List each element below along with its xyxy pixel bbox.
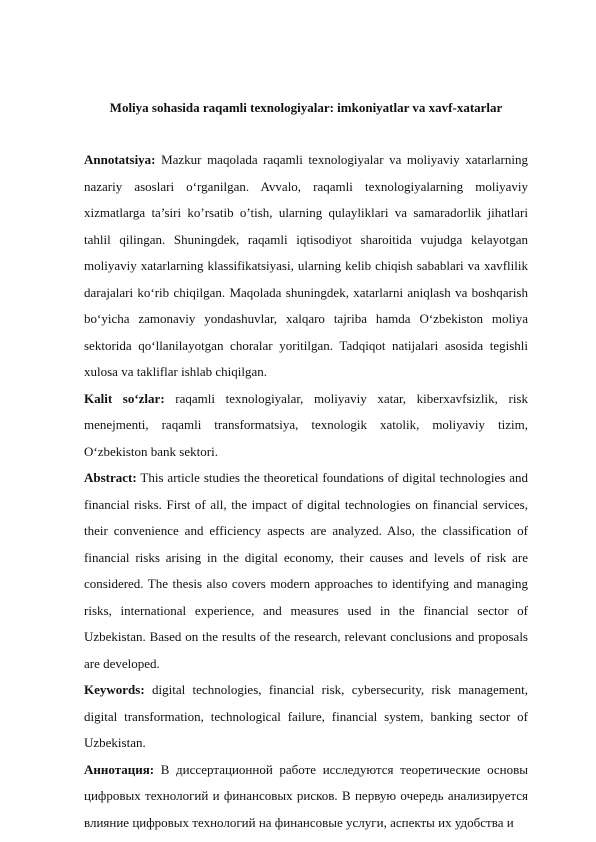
keywords-uz-paragraph	[84, 386, 528, 466]
document-title: Moliya sohasida raqamli texnologiyalar: imkoniyatlar va xavf-xatarlar	[109, 100, 503, 115]
keywords-en-text: digital technologies, financial risk, cybersecurity, risk management, digital transformation, technological failure, financial system, banking sector of Uzbekistan.	[84, 682, 528, 750]
keywords-uz-text: raqamli texnologiyalar, moliyaviy xatar, kiberxavfsizlik, risk menejmenti, raqamli transformatsiya, texnologik xatolik, moliyaviy tizim, O‘zbekiston bank sektori.	[84, 390, 528, 459]
abstract-en-label: Abstract:	[84, 470, 137, 485]
abstract-en-text: This article studies the theoretical foundations of digital technologies and financial risks. First of all, the impact of digital technologies on financial services, their convenience and efficiency aspects are analyzed. Also, the classification of financial risks arising in the digital economy, their causes and levels of risk are considered. The thesis also covers modern approaches to identifying and managing risks, international experience, and measures used in the financial sector of Uzbekistan. Based on the results of the research, relevant conclusions and proposals are developed.	[84, 470, 528, 671]
annotation-ru-label: Аннотация:	[84, 761, 155, 777]
annotation-uz-label: Annotatsiya:	[84, 152, 156, 167]
annotation-uz-paragraph	[84, 147, 528, 386]
document-body	[84, 147, 528, 836]
keywords-en-label: Keywords:	[84, 682, 145, 697]
annotation-ru-text: В диссертационной работе исследуются теоретические основы цифровых технологий и финансовых рисков. В первую очередь анализируется влияние цифровых технологий на финансовые услуги, аспекты их удобства и	[84, 761, 528, 830]
annotation-ru-paragraph	[84, 757, 528, 837]
abstract-en-paragraph	[84, 465, 528, 677]
keywords-uz-label: Kalit so‘zlar:	[84, 390, 165, 406]
keywords-en-paragraph	[84, 677, 528, 757]
annotation-uz-text: Mazkur maqolada raqamli texnologiyalar va moliyaviy xatarlarning nazariy asoslari o‘rganilgan. Avvalo, raqamli texnologiyalarning moliyaviy xizmatlarga ta’siri ko’rsatib o’tish, ularning qulayliklari va samaradorlik jihatlari tahlil qilingan. Shuningdek, raqamli iqtisodiyot sharoitida vujudga kelayotgan moliyaviy xatarlarning klassifikatsiyasi, ularning kelib chiqish sabablari va xavflilik darajalari ko‘rib chiqilgan. Maqolada shuningdek, xatarlarni aniqlash va boshqarish bo‘yicha zamonaviy yondashuvlar, xalqaro tajriba hamda O‘zbekiston moliya sektorida qo‘llanilayotgan choralar yoritilgan. Tadqiqot natijalari asosida tegishli xulosa va takliflar ishlab chiqilgan.	[84, 152, 528, 379]
